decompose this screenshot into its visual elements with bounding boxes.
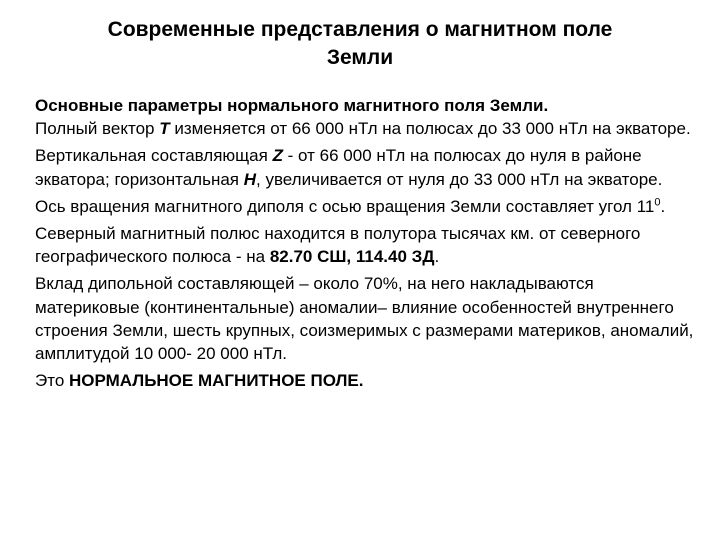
paragraph-dipole-contribution [35, 272, 695, 365]
degree-superscript: 0 [654, 196, 661, 209]
p3-text-a: Ось вращения магнитного диполя с осью вращения Земли составляет угол 11 [35, 196, 655, 216]
paragraph-conclusion [35, 369, 695, 392]
p1-text-a: Полный вектор [35, 119, 160, 139]
p4-text-b: . [434, 247, 440, 267]
title-line-1: Современные представления о магнитном поле [107, 18, 613, 41]
p4-text-a: Северный магнитный полюс находится в полутора тысячах км. от северного географического полюса - на [35, 224, 641, 267]
p6-text-a: Это [35, 371, 69, 391]
p2-text-a: Вертикальная составляющая [35, 146, 273, 166]
title-line-2: Земли [326, 46, 394, 69]
p1-text-b: изменяется от 66 000 нТл на полюсах до 33 000 нТл на экваторе. [169, 119, 691, 139]
paragraph-magnetic-pole [35, 222, 695, 268]
p5-text: Вклад дипольной составляющей – около 70%, на него накладываются материковые (континентальные) аномалии– влияние особенностей внутреннего строения Земли, шесть крупных, соизмеримых с размерами материков, аномалий, амплитудой 10 000- 20 000 нТл. [35, 274, 694, 364]
slide-title [40, 16, 680, 72]
paragraph-dipole-axis [35, 195, 695, 218]
vector-t-symbol: T [159, 119, 170, 139]
normal-field-emphasis: НОРМАЛЬНОЕ МАГНИТНОЕ ПОЛЕ. [69, 371, 364, 391]
section-heading: Основные параметры нормального магнитного поля Земли. [35, 96, 549, 115]
pole-coordinates: 82.70 СШ, 114.40 ЗД [269, 247, 435, 267]
slide-body [35, 94, 695, 396]
p2-text-c: , увеличивается от нуля до 33 000 нТл на экваторе. [256, 169, 663, 189]
component-z-symbol: Z [272, 146, 283, 166]
component-h-symbol: H [243, 169, 256, 189]
paragraph-components [35, 144, 695, 190]
p2-text-b: - от 66 000 нТл на полюсах до нуля в районе экватора; горизонтальная [35, 146, 642, 189]
paragraph-parameters [35, 94, 695, 140]
p3-text-b: . [660, 196, 666, 216]
